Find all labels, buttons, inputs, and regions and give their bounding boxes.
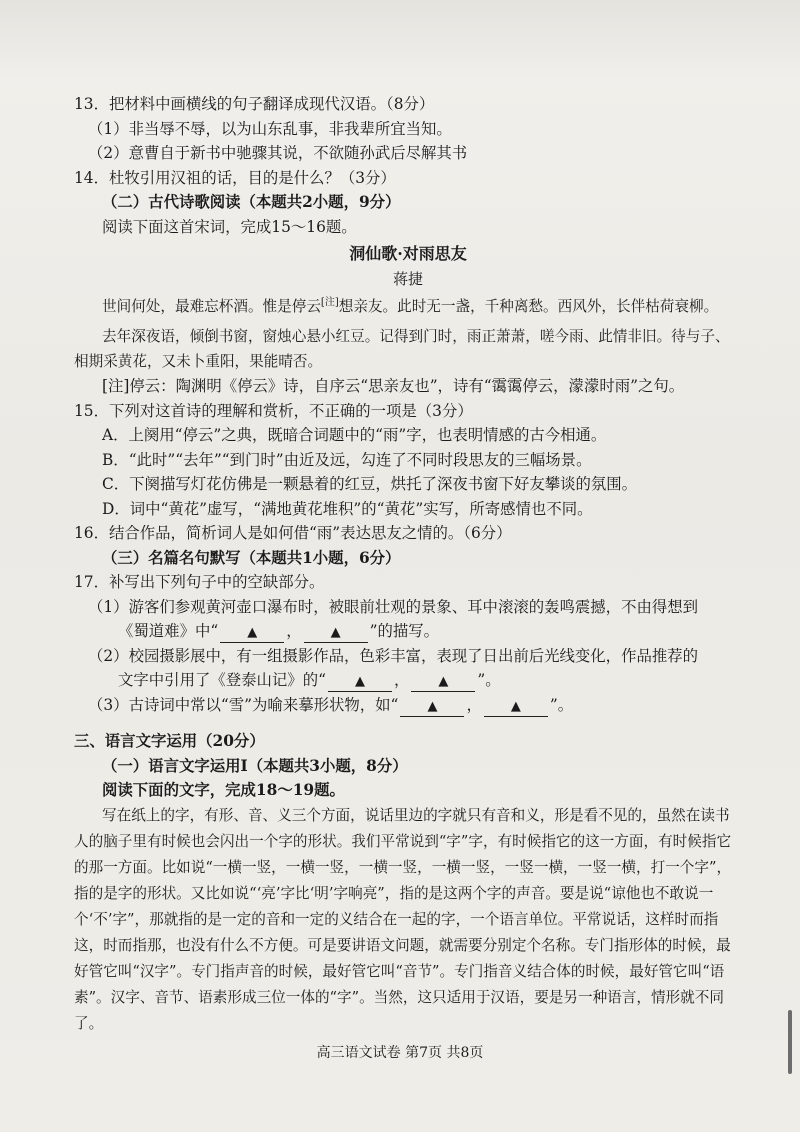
- scrollbar-thumb[interactable]: [788, 1010, 792, 1074]
- page-shading: [0, 0, 800, 80]
- question-16: 16．结合作品，简析词人是如何借“雨”表达思友之情的。（6分）: [74, 524, 512, 543]
- answer-blank-3a[interactable]: ▲: [400, 696, 464, 717]
- part-3-intro: 阅读下面的文字，完成18～19题。: [102, 781, 345, 800]
- question-15-stem: 15．下列对这首诗的理解和赏析，不正确的一项是（3分）: [74, 401, 473, 420]
- question-17-item-3: （3）古诗词中常以“雪”为喻来摹形状物，如“ ▲ ， ▲ ”。: [74, 693, 742, 718]
- question-17-item-1-line-1: （1）游客们参观黄河壶口瀑布时，被眼前壮观的景象、耳中滚滚的轰鸣震撼，不由得想到: [88, 597, 699, 616]
- poem-stanza-1: [74, 291, 742, 319]
- question-17-item-2-line-1: （2）校园摄影展中，有一组摄影作品，色彩丰富，表现了日出前后光线变化，作品推荐的: [88, 646, 699, 665]
- answer-blank-1b[interactable]: ▲: [304, 622, 368, 643]
- question-14: 14．杜牧引用汉祖的话，目的是什么？（3分）: [74, 168, 396, 187]
- reading-passage: 写在纸上的字，有形、音、义三个方面，说话里边的字就只有音和义，形是看不见的，虽然在读书人的脑子里有时候也会闪出一个字的形状。我们平常说到“字”字，有时候指它的这一方面，有时候指它的那一方面。比如说“一横一竖，一横一竖，一横一竖，一横一竖，一竖一横，一竖一横，打一个字”，指的是字的形状。又比如说“‘亮’字比‘明’字响亮”，指的是这两个字的声音。要是说“谅他也不敢说一个‘不’字”，那就指的是一定的音和一定的义结合在一起的字，一个语言单位。平常说话，这样时而指这，时而指那，也没有什么不方便。可是要讲语文问题，就需要分别定个名称。专门指形体的时候，最好管它叫“汉字”。专门指声音的时候，最好管它叫“音节”。专门指音义结合体的时候，最好管它叫“语素”。汉字、音节、语素形成三位一体的“字”。当然，这只适用于汉语，要是另一种语言，情形就不同了。: [74, 806, 732, 1032]
- poem-footnote: [注]停云：陶渊明《停云》诗，自序云“思亲友也”，诗有“霭霭停云，濛濛时雨”之句。: [102, 377, 685, 396]
- question-15-option-b: B．“此时”“去年”“到门时”由近及远，勾连了不同时段思友的三幅场景。: [102, 450, 592, 469]
- question-13-stem: 13．把材料中画横线的句子翻译成现代汉语。（8分）: [74, 95, 435, 113]
- answer-blank-3b[interactable]: ▲: [484, 696, 548, 717]
- question-17-item-2-line-2: 文字中引用了《登泰山记》的“ ▲ ， ▲ ”。: [74, 668, 742, 693]
- section-3-heading: （三）名篇名句默写（本题共1小题，6分）: [102, 548, 401, 567]
- question-15-option-a: A．上阕用“停云”之典，既暗合词题中的“雨”字，也表明情感的古今相通。: [102, 426, 607, 445]
- question-15-option-c: C．下阕描写灯花仿佛是一颗悬着的红豆，烘托了深夜书窗下好友攀谈的氛围。: [102, 475, 638, 494]
- part-3-subheading: （一）语言文字运用Ⅰ（本题共3小题，8分）: [102, 756, 408, 775]
- poem-stanza-1-part-b: 想亲友。此时无一盏，千种离愁。西风外，长伴枯荷衰柳。: [338, 297, 719, 315]
- page-footer: 高三语文试卷 第7页 共8页: [316, 1045, 484, 1061]
- footnote-marker: [注]: [320, 297, 339, 308]
- section-2-intro: 阅读下面这首宋词，完成15～16题。: [102, 217, 357, 236]
- section-2-heading: （二）古代诗歌阅读（本题共2小题，9分）: [102, 193, 401, 211]
- answer-blank-2b[interactable]: ▲: [411, 671, 475, 692]
- question-13-sentence-1: （1）非当辱不辱，以为山东乱事，非我辈所宜当知。: [88, 119, 452, 138]
- answer-blank-1a[interactable]: ▲: [220, 622, 284, 643]
- answer-blank-2a[interactable]: ▲: [328, 671, 392, 692]
- poem-author: 蒋捷: [392, 270, 423, 288]
- poem-title: 洞仙歌·对雨思友: [349, 244, 467, 263]
- poem-stanza-1-part-a: 世间何处，最难忘杯酒。惟是停云: [102, 297, 321, 315]
- poem-stanza-2: 去年深夜语，倾倒书窗，窗烛心悬小红豆。记得到门时，雨正萧萧，嗟今雨、此情非旧。待与子、相期采黄花，又未卜重阳，果能晴否。: [74, 328, 730, 370]
- question-15-option-d: D．词中“黄花”虚写，“满地黄花堆积”的“黄花”实写，所寄感情也不同。: [102, 499, 593, 518]
- question-17-item-1-line-2: 《蜀道难》中“ ▲ ， ▲ ”的描写。: [74, 619, 742, 644]
- question-17-stem: 17．补写出下列句子中的空缺部分。: [74, 573, 325, 592]
- part-3-heading: 三、语言文字运用（20分）: [74, 732, 265, 751]
- question-13-sentence-2: （2）意曹自于新书中驰骤其说，不欲随孙武后尽解其书: [88, 144, 468, 162]
